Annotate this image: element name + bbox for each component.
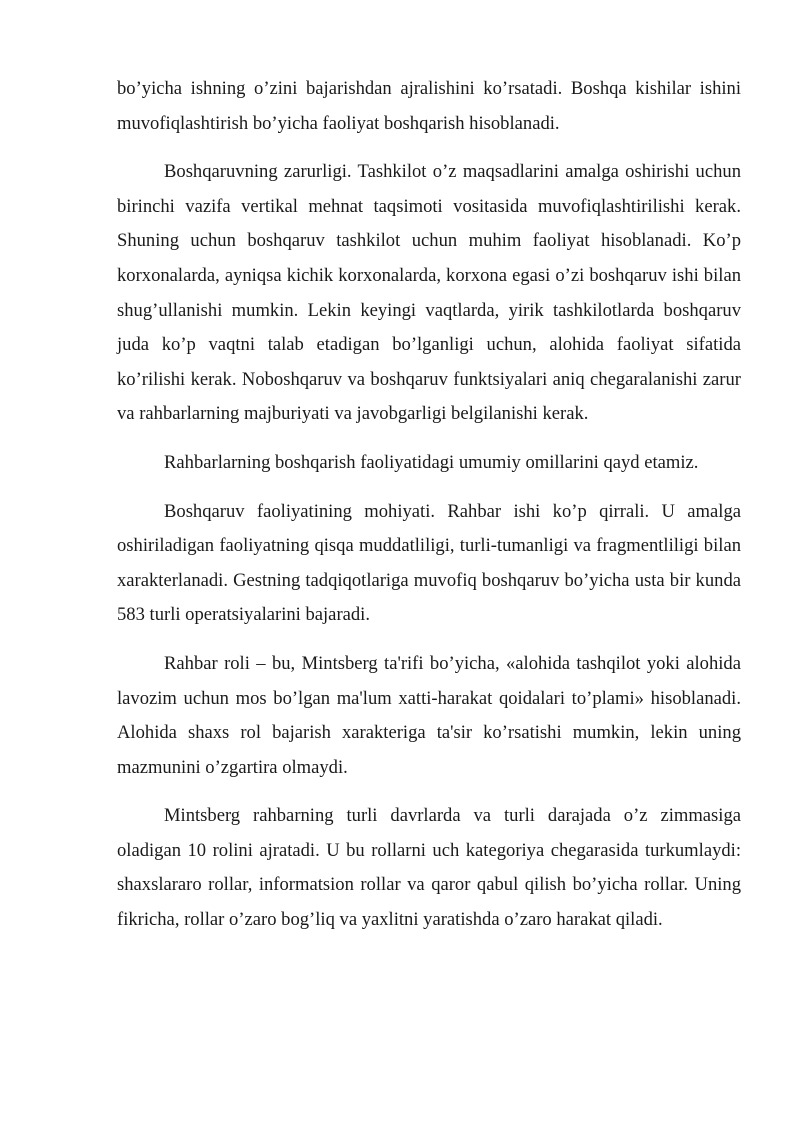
paragraph-4: Boshqaruv faoliyatining mohiyati. Rahbar ishi ko’p qirrali. U amalga oshiriladigan faoliyatning qisqa muddatliligi, turli-tumanligi va fragmentliligi bilan xarakterlanadi. Gestning tadqiqotlariga muvofiq boshqaruv bo’yicha usta bir kunda 583 turli operatsiyalarini bajaradi.	[117, 500, 741, 626]
paragraph-5: Rahbar roli – bu, Mintsberg ta'rifi bo’yicha, «alohida tashqilot yoki alohida lavozim uchun mos bo’lgan ma'lum xatti-harakat qoidalari to’plami» hisoblanadi. Alohida shaxs rol bajarish xarakteriga ta'sir ko’rsatishi mumkin, lekin uning mazmunini o’zgartira olmaydi.	[117, 652, 741, 778]
paragraph-1: bo’yicha ishning o’zini bajarishdan ajralishini ko’rsatadi. Boshqa kishilar ishini muvofiqlashtirish bo’yicha faoliyat boshqarish hisoblanadi.	[117, 78, 741, 134]
document-page	[117, 72, 741, 938]
paragraph-2: Boshqaruvning zarurligi. Tashkilot o’z maqsadlarini amalga oshirishi uchun birinchi vazifa vertikal mehnat taqsimoti vositasida muvofiqlashtirilishi kerak. Shuning uchun boshqaruv tashkilot uchun muhim faoliyat hisoblanadi. Ko’p korxonalarda, ayniqsa kichik korxonalarda, korxona egasi o’zi boshqaruv ishi bilan shug’ullanishi mumkin. Lekin keyingi vaqtlarda, yirik tashkilotlarda boshqaruv juda ko’p vaqtni talab etadigan bo’lganligi uchun, alohida faoliyat sifatida ko’rilishi kerak. Noboshqaruv va boshqaruv funktsiyalari aniq chegaralanishi zarur va rahbarlarning majburiyati va javobgarligi belgilanishi kerak.	[117, 161, 741, 425]
paragraph-3: Rahbarlarning boshqarish faoliyatidagi umumiy omillarini qayd etamiz.	[164, 451, 699, 473]
paragraph-6: Mintsberg rahbarning turli davrlarda va turli darajada o’z zimmasiga oladigan 10 rolini ajratadi. U bu rollarni uch kategoriya chegarasida turkumlaydi: shaxslararo rollar, informatsion rollar va qaror qabul qilish bo’yicha rollar. Uning fikricha, rollar o’zaro bog’liq va yaxlitni yaratishda o’zaro harakat qiladi.	[117, 805, 741, 931]
